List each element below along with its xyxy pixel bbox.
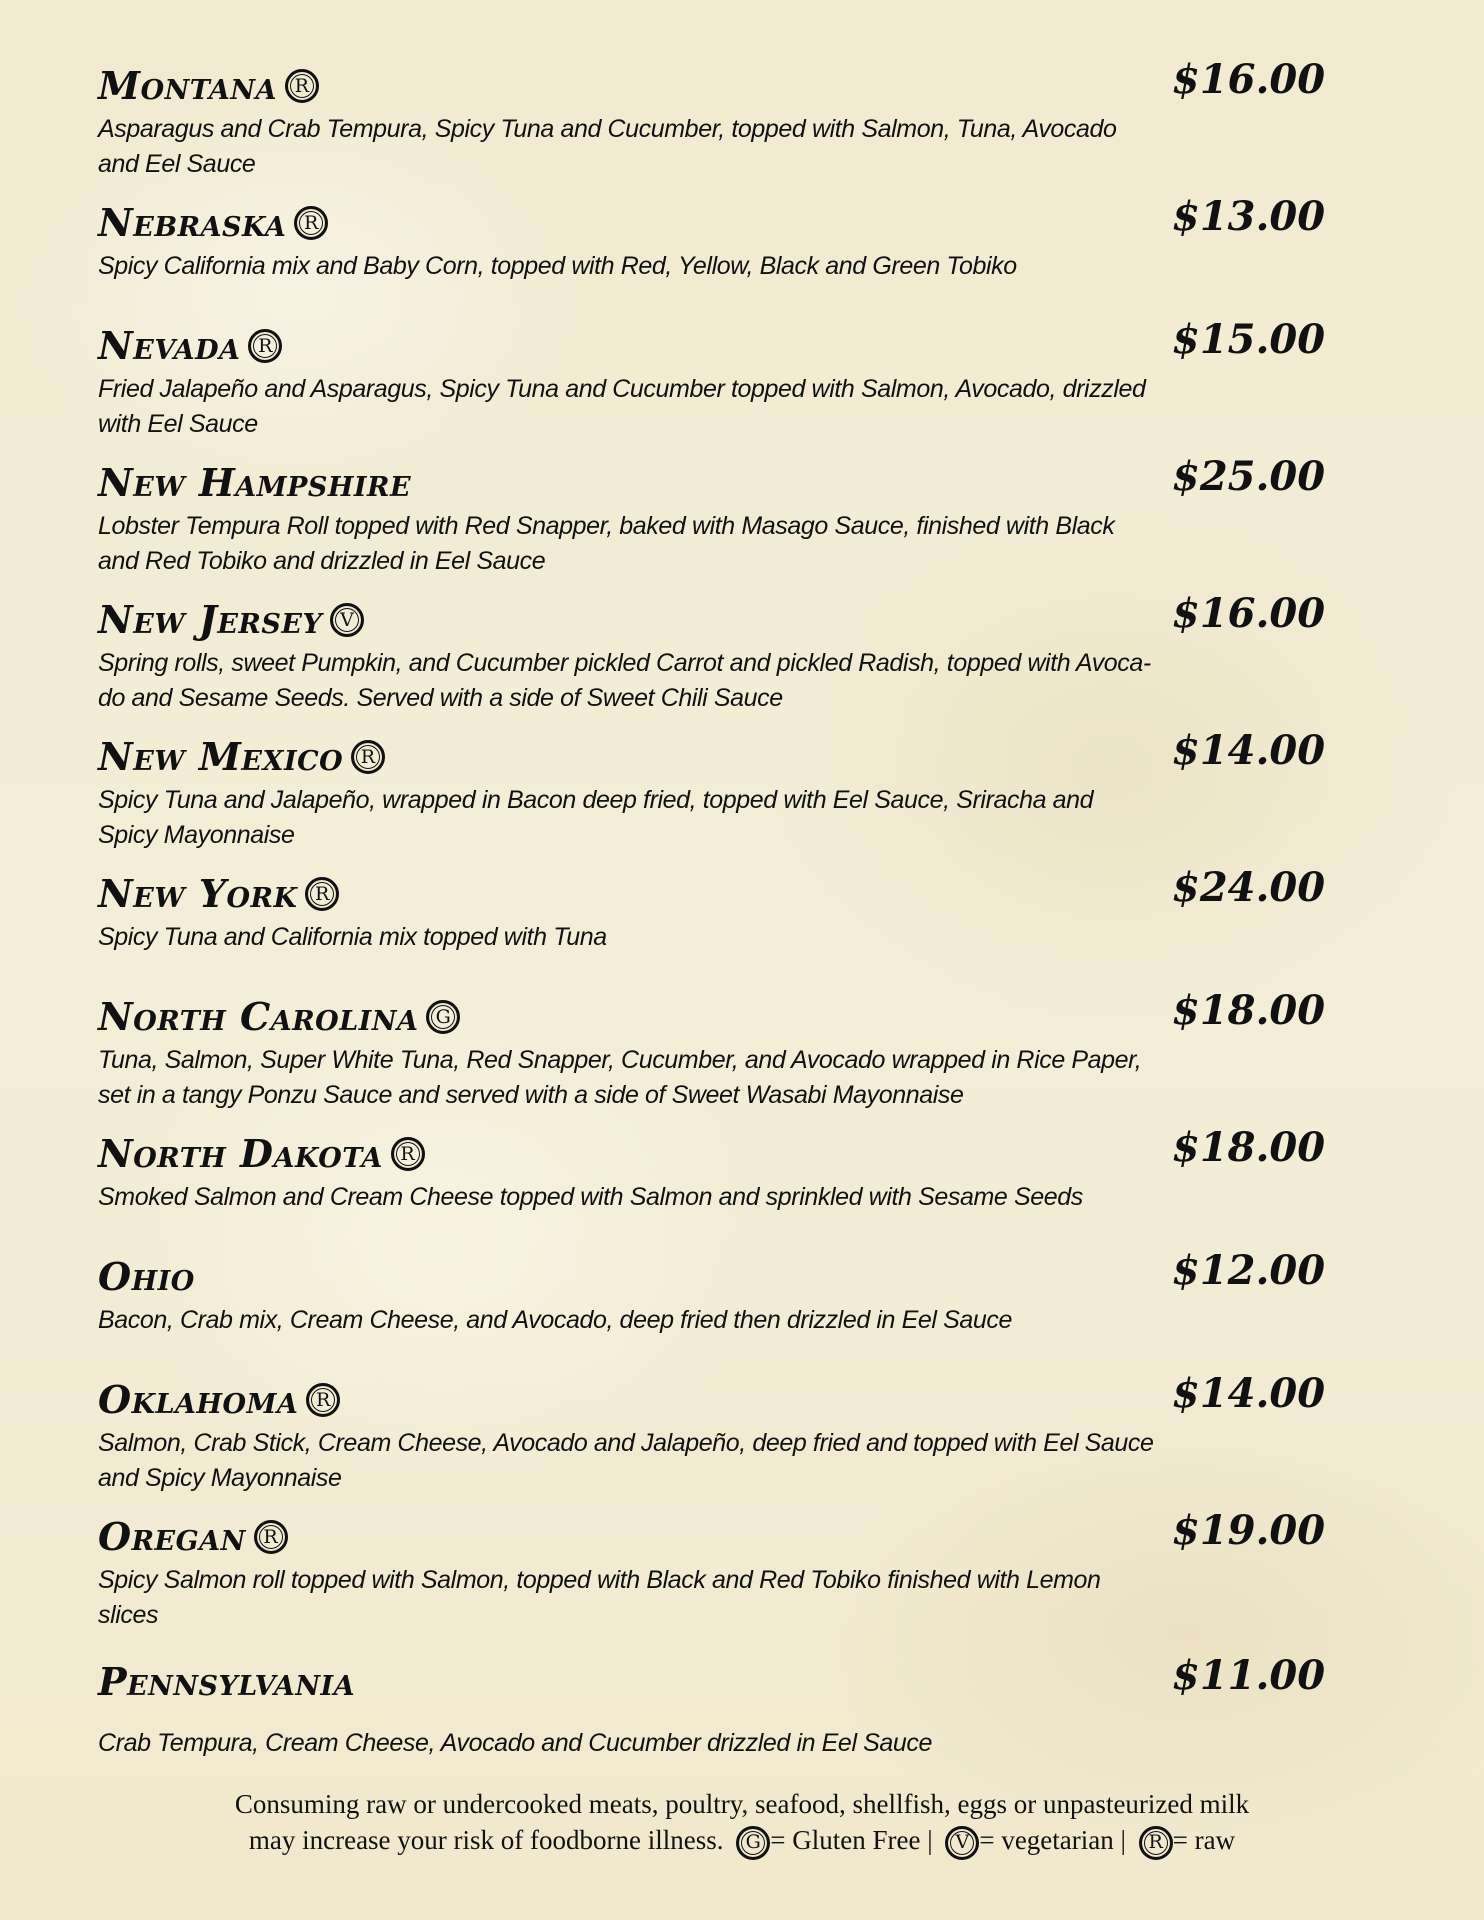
menu-item-new-mexico bbox=[98, 727, 1326, 853]
item-description: Spicy Tuna and California mix topped with Tuna bbox=[98, 923, 607, 951]
item-name-text: New Hampshire bbox=[98, 460, 412, 505]
menu-item-oregan bbox=[98, 1507, 1326, 1633]
item-price: $25.00 bbox=[1172, 453, 1326, 500]
item-price: $13.00 bbox=[1172, 193, 1326, 240]
item-price: $11.00 bbox=[1172, 1652, 1326, 1699]
menu-item-montana bbox=[98, 56, 1326, 182]
item-name-text: North Carolina bbox=[98, 994, 419, 1039]
menu-item-nevada bbox=[98, 316, 1326, 442]
raw-badge-icon: R bbox=[306, 1383, 340, 1417]
item-name-text: New Jersey bbox=[98, 597, 323, 642]
item-description: Fried Jalapeño and Asparagus, Spicy Tuna and Cucumber topped with Salmon, Avocado, drizzled with Eel Sauce bbox=[98, 375, 1146, 438]
item-description: Lobster Tempura Roll topped with Red Snapper, baked with Masago Sauce, finished with Black and Red Tobiko and drizzled in Eel Sauce bbox=[98, 512, 1115, 575]
raw-badge-icon: R bbox=[351, 740, 385, 774]
menu-item-oklahoma bbox=[98, 1370, 1326, 1496]
raw-badge-icon: R bbox=[248, 329, 282, 363]
item-description: Bacon, Crab mix, Cream Cheese, and Avocado, deep fried then drizzled in Eel Sauce bbox=[98, 1306, 1012, 1334]
item-name bbox=[98, 197, 328, 249]
item-price: $14.00 bbox=[1172, 727, 1326, 774]
footer-warning-line2 bbox=[0, 1822, 1484, 1860]
item-name bbox=[98, 1128, 425, 1180]
item-price: $16.00 bbox=[1172, 56, 1326, 103]
menu-footer bbox=[0, 1786, 1484, 1860]
item-name bbox=[98, 1251, 195, 1303]
item-name bbox=[98, 731, 385, 783]
menu-item-ohio bbox=[98, 1247, 1326, 1338]
item-name bbox=[98, 868, 339, 920]
raw-badge-icon: R bbox=[254, 1520, 288, 1554]
item-name bbox=[98, 991, 460, 1043]
item-name bbox=[98, 1374, 340, 1426]
item-price: $12.00 bbox=[1172, 1247, 1326, 1294]
item-name-text: New Mexico bbox=[98, 734, 344, 779]
legend-raw-label: = raw bbox=[1172, 1825, 1236, 1855]
menu-item-pennsylvania bbox=[98, 1652, 1326, 1761]
footer-warning-line1: Consuming raw or undercooked meats, poultry, seafood, shellfish, eggs or unpasteurized milk bbox=[234, 1789, 1250, 1819]
menu-item-new-york bbox=[98, 864, 1326, 955]
item-name bbox=[98, 320, 282, 372]
gluten-free-badge-icon: G bbox=[426, 1000, 460, 1034]
item-price: $24.00 bbox=[1172, 864, 1326, 911]
raw-badge-icon: R bbox=[305, 877, 339, 911]
menu-item-new-jersey bbox=[98, 590, 1326, 716]
item-description: Spring rolls, sweet Pumpkin, and Cucumber pickled Carrot and pickled Radish, topped with Avoca-do and Sesame Seeds. Served with a side of Sweet Chili Sauce bbox=[98, 649, 1151, 712]
menu-item-north-carolina bbox=[98, 987, 1326, 1113]
item-name-text: Oregan bbox=[98, 1514, 246, 1559]
raw-badge-icon: R bbox=[391, 1137, 425, 1171]
item-description: Asparagus and Crab Tempura, Spicy Tuna and Cucumber, topped with Salmon, Tuna, Avocado and Eel Sauce bbox=[98, 115, 1117, 178]
item-description: Smoked Salmon and Cream Cheese topped with Salmon and sprinkled with Sesame Seeds bbox=[98, 1183, 1083, 1211]
item-description: Tuna, Salmon, Super White Tuna, Red Snapper, Cucumber, and Avocado wrapped in Rice Paper, set in a tangy Ponzu Sauce and served with a side of Sweet Wasabi Mayonnaise bbox=[98, 1046, 1142, 1109]
item-name-text: North Dakota bbox=[98, 1131, 383, 1176]
item-name bbox=[98, 1656, 355, 1708]
raw-badge-icon: R bbox=[1139, 1826, 1173, 1860]
item-name-text: Montana bbox=[98, 63, 277, 108]
item-name bbox=[98, 1511, 288, 1563]
item-price: $14.00 bbox=[1172, 1370, 1326, 1417]
item-description: Salmon, Crab Stick, Cream Cheese, Avocado and Jalapeño, deep fried and topped with Eel Sauce and Spicy Mayonnaise bbox=[98, 1429, 1154, 1492]
item-name-text: Nebraska bbox=[98, 200, 287, 245]
item-description: Spicy Salmon roll topped with Salmon, topped with Black and Red Tobiko finished with Lemon slices bbox=[98, 1566, 1101, 1629]
item-name bbox=[98, 60, 319, 112]
item-description: Crab Tempura, Cream Cheese, Avocado and Cucumber drizzled in Eel Sauce bbox=[98, 1729, 933, 1757]
vegetarian-badge-icon: V bbox=[945, 1826, 979, 1860]
gluten-free-badge-icon: G bbox=[736, 1826, 770, 1860]
legend-gluten-free-label: = Gluten Free | bbox=[770, 1825, 933, 1855]
item-name-text: New York bbox=[98, 871, 298, 916]
item-name-text: Oklahoma bbox=[98, 1377, 299, 1422]
raw-badge-icon: R bbox=[294, 206, 328, 240]
item-name bbox=[98, 457, 411, 509]
item-description: Spicy Tuna and Jalapeño, wrapped in Bacon deep fried, topped with Eel Sauce, Sriracha and Spicy Mayonnaise bbox=[98, 786, 1094, 849]
legend-vegetarian-label: = vegetarian | bbox=[979, 1825, 1126, 1855]
footer-warning-text: may increase your risk of foodborne illness. bbox=[248, 1825, 724, 1855]
menu-item-nebraska bbox=[98, 193, 1326, 284]
item-price: $15.00 bbox=[1172, 316, 1326, 363]
item-price: $19.00 bbox=[1172, 1507, 1326, 1554]
item-name-text: Pennsylvania bbox=[98, 1659, 356, 1704]
item-description: Spicy California mix and Baby Corn, topped with Red, Yellow, Black and Green Tobiko bbox=[98, 252, 1017, 280]
vegetarian-badge-icon: V bbox=[330, 603, 364, 637]
item-price: $16.00 bbox=[1172, 590, 1326, 637]
raw-badge-icon: R bbox=[285, 69, 319, 103]
item-name bbox=[98, 594, 364, 646]
item-name-text: Nevada bbox=[98, 323, 241, 368]
item-name-text: Ohio bbox=[98, 1254, 195, 1299]
menu-item-new-hampshire bbox=[98, 453, 1326, 579]
menu-item-north-dakota bbox=[98, 1124, 1326, 1215]
item-price: $18.00 bbox=[1172, 1124, 1326, 1171]
item-price: $18.00 bbox=[1172, 987, 1326, 1034]
